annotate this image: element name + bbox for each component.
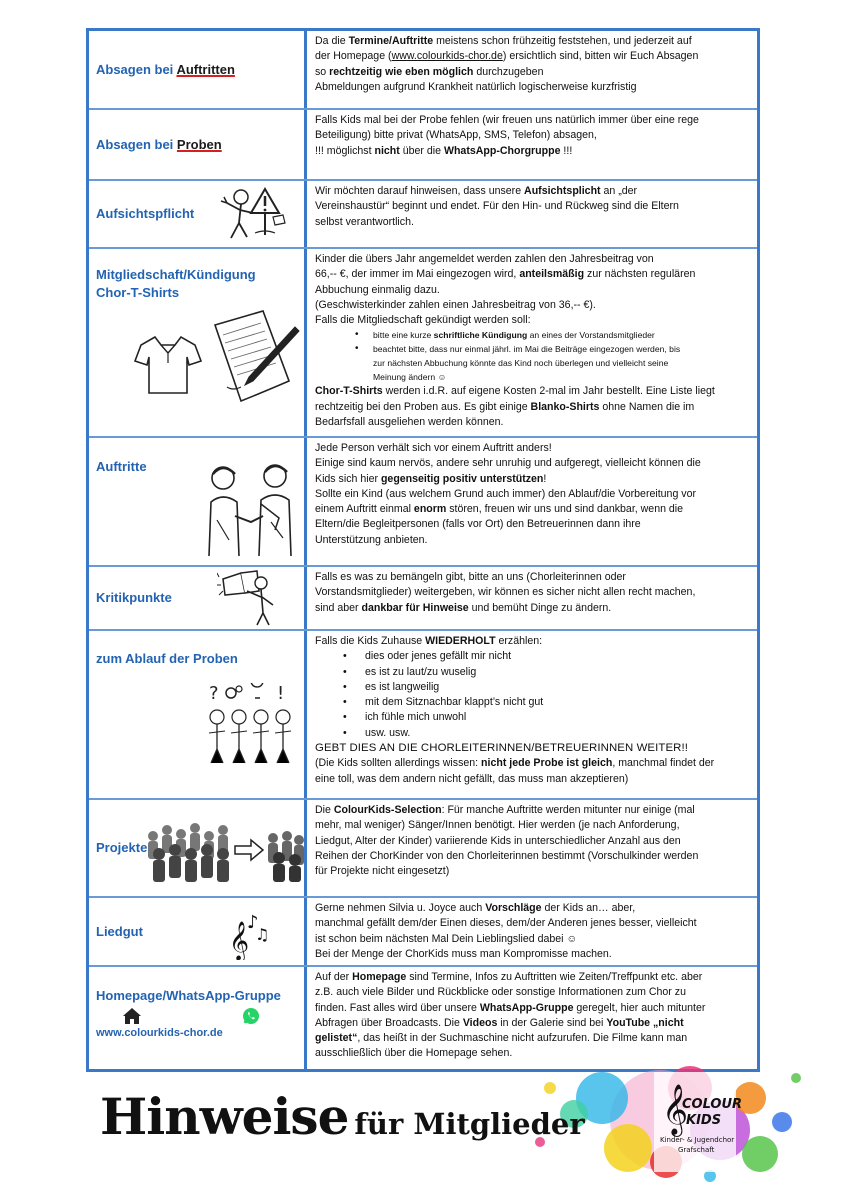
- title-sub: für Mitglieder: [354, 1107, 585, 1141]
- row-label: Kritikpunkte: [96, 590, 172, 605]
- row-label-cell: [89, 800, 307, 896]
- text-line: so rechtzeitig wie eben möglich durchzugeben: [315, 65, 544, 78]
- row-label: Absagen bei Auftritten: [96, 61, 235, 77]
- row-label-cell: [89, 898, 307, 965]
- logo-word-1: COLOUR: [682, 1097, 743, 1112]
- row-liedgut: [89, 898, 757, 967]
- text-line: Bei der Menge der ChorKids muss man Kompromisse machen.: [315, 947, 612, 960]
- text-line: der Homepage (www.colourkids-chor.de) ersichtlich sind, bitten wir Euch Absagen: [315, 50, 699, 63]
- text-line: sind aber dankbar für Hinweise und bemüht Dinge zu ändern.: [315, 601, 612, 614]
- row-absagen-proben: [89, 110, 757, 181]
- row-paragraph: [315, 384, 751, 430]
- crowd-selection-icon: [145, 814, 305, 886]
- svg-text:𝄞: 𝄞: [662, 1084, 689, 1135]
- row-label-cell: [89, 567, 307, 629]
- megaphone-person-icon: [217, 569, 277, 627]
- text-line: Jede Person verhält sich vor einem Auftritt anders!: [315, 442, 552, 454]
- homepage-link[interactable]: www.colourkids-chor.de: [96, 1027, 223, 1039]
- row-content: [307, 967, 757, 1069]
- text-line: eine toll, was dem andern nicht gefällt, das muss man akzeptieren): [315, 772, 629, 785]
- text-line: mehr, mal weniger) Sänger/Innen benötigt. Hier werden (je nach Anforderung,: [315, 819, 680, 832]
- row-label: Aufsichtspflicht: [96, 206, 195, 221]
- svg-text:𝄞: 𝄞: [229, 921, 250, 960]
- thinking-people-icon: [205, 683, 301, 765]
- text-line: Reihen der ChorKinder von den Chorleiterinnen bestimmt (Vorschulkinder werden: [315, 849, 699, 862]
- text-line: Einige sind kaum nervös, andere sehr unruhig und aufgeregt, vielleicht können die: [315, 457, 701, 470]
- row-content: [307, 181, 757, 247]
- text-line: für Projekte nicht eingesetzt): [315, 865, 450, 878]
- row-absagen-auftritten: [89, 31, 757, 110]
- text-line: selbst verantwortlich.: [315, 215, 414, 228]
- row-paragraph: [315, 756, 751, 787]
- row-content: [307, 110, 757, 179]
- music-notes-icon: [229, 902, 273, 960]
- list-item: • bitte eine kurze schriftliche Kündigung an eines der Vorstandsmitglieder: [355, 328, 751, 342]
- row-content: [307, 31, 757, 108]
- row-label: Projekte: [96, 840, 148, 855]
- row-aufsichtspflicht: [89, 181, 757, 249]
- text-line: z.B. auch viele Bilder und Rückblicke oder sonstige Informationen zum Chor zu: [315, 986, 686, 999]
- row-ablauf-proben: [89, 631, 757, 800]
- svg-text:!: !: [277, 683, 285, 704]
- row-label: Mitgliedschaft/Kündigung: [96, 267, 256, 282]
- list-item: • ich fühle mich unwohl: [343, 710, 751, 725]
- text-line: Die ColourKids-Selection: Für manche Auftritte werden mitunter nur einige (mal: [315, 804, 695, 816]
- text-line: Chor-T-Shirts werden i.d.R. auf eigene Kosten 2-mal im Jahr bestellt. Eine Liste liegt: [315, 385, 715, 398]
- whatsapp-icon[interactable]: [242, 1007, 260, 1025]
- row-label-cell: [89, 967, 307, 1069]
- page-title: [100, 1087, 585, 1146]
- text-line: rechtzeitig bei den Proben aus. Es gibt einige Blanko-Shirts ohne Namen die im: [315, 400, 695, 413]
- list-item: • mit dem Sitznachbar klappt’s nicht gut: [343, 695, 751, 710]
- row-content: [307, 631, 757, 798]
- text-line: Abfragen über Broadcasts. Die Videos in der Galerie sind bei YouTube „nicht: [315, 1016, 684, 1029]
- svg-text:?: ?: [209, 683, 219, 704]
- text-line: 66,-- €, der immer im Mai eingezogen wird, anteilsmäßig zur nächsten regulären: [315, 268, 696, 281]
- logo-word-2: KIDS: [686, 1113, 722, 1128]
- home-icon: [122, 1007, 142, 1025]
- text-line: Liedgut, Alter der Kinder) variierende Kids in unterschiedlicher Anzahl aus den: [315, 834, 681, 847]
- svg-text:♫: ♫: [255, 925, 270, 944]
- row-label: Auftritte: [96, 459, 147, 474]
- tshirt-icon: [133, 331, 203, 397]
- handshake-people-icon: [199, 460, 299, 560]
- row-homepage: [89, 967, 757, 1069]
- text-line: ist schon beim nächsten Mal Dein Lieblingslied dabei ☺: [315, 932, 578, 945]
- row-label: Liedgut: [96, 923, 143, 939]
- logo-subtitle: Kinder- & Jugendchor: [660, 1136, 735, 1144]
- row-label-secondary: Chor-T-Shirts: [96, 285, 180, 300]
- pen-paper-icon: [201, 305, 301, 405]
- row-projekte: [89, 800, 757, 898]
- text-line: Bedarfsfall ausgeliehen werden können.: [315, 416, 504, 429]
- row-content: [307, 438, 757, 565]
- text-line: finden. Fast alles wird über unsere WhatsApp-Gruppe geregelt, hier auch mitunter: [315, 1001, 706, 1014]
- text-line: Abmeldungen aufgrund Krankheit natürlich logischerweise kurzfristig: [315, 80, 637, 93]
- text-line: Sollte ein Kind (aus welchem Grund auch immer) den Ablauf/die Vorbereitung vor: [315, 487, 696, 500]
- text-line: Kids sich hier gegenseitig positiv unterstützen!: [315, 472, 547, 485]
- text-line: Abbuchung einmalig dazu.: [315, 283, 440, 296]
- row-mitgliedschaft: [89, 249, 757, 438]
- row-content: [307, 898, 757, 965]
- list-item: • beachtet bitte, dass nur einmal jährl. im Mai die Beiträge eingezogen werden, bis zur nächsten Abbuchung könnte das Kind noch überlegen und vielleicht seine Meinung ändern ☺: [355, 342, 751, 384]
- row-content: [307, 800, 757, 896]
- info-table: [86, 28, 760, 1072]
- row-paragraph: [315, 252, 751, 328]
- text-line: manchmal gefällt dem/der Einen dieses, dem/der Anderen jenes besser, vielleicht: [315, 917, 697, 930]
- row-label-cell: [89, 631, 307, 798]
- list-item: • usw. usw.: [343, 726, 751, 741]
- caps-notice: GEBT DIES AN DIE CHORLEITERINNEN/BETREUERINNEN WEITER!!: [315, 742, 689, 755]
- text-line: !!! möglichst nicht über die WhatsApp-Chorgruppe !!!: [315, 144, 573, 157]
- list-item: • es ist zu laut/zu wuselig: [343, 665, 751, 680]
- text-line: Auf der Homepage sind Termine, Infos zu Auftritten wie Zeiten/Treffpunkt etc. aber: [315, 971, 703, 983]
- row-kritikpunkte: [89, 567, 757, 631]
- row-label: Homepage/WhatsApp-Gruppe: [96, 988, 281, 1003]
- text-line: ausschließlich über die Homepage sehen.: [315, 1047, 513, 1060]
- text-line: Falls Kids mal bei der Probe fehlen (wir freuen uns natürlich immer über eine rege: [315, 114, 699, 126]
- text-line: einem Auftritt einmal enorm stören, freuen wir uns und sind dankbar, wenn die: [315, 503, 684, 516]
- kuendigung-bullets: [315, 328, 751, 384]
- row-label: zum Ablauf der Proben: [96, 651, 238, 666]
- ablauf-bullets: [315, 649, 751, 741]
- row-label: Absagen bei Proben: [96, 136, 222, 152]
- row-paragraph: Falls die Kids Zuhause WIEDERHOLT erzählen:: [315, 635, 543, 647]
- text-line: Da die Termine/Auftritte meistens schon frühzeitig feststehen, und jederzeit auf: [315, 35, 692, 47]
- text-line: Unterstützung anbieten.: [315, 533, 428, 546]
- list-item: • es ist langweilig: [343, 680, 751, 695]
- text-line: Eltern/die Begleitpersonen (falls vor Ort) den Betreuerinnen dann ihre: [315, 518, 641, 531]
- text-line: gelistet“, das heißt in der Suchmaschine nicht aufzurufen. Die Filme kann man: [315, 1032, 688, 1045]
- row-label-cell: [89, 31, 307, 108]
- row-content: [307, 249, 757, 436]
- text-line: Kinder die übers Jahr angemeldet werden zahlen den Jahresbeitrag von: [315, 253, 654, 265]
- logo-place: Grafschaft: [678, 1146, 715, 1154]
- svg-text:♪: ♪: [247, 912, 259, 933]
- row-content: [307, 567, 757, 629]
- row-label-cell: [89, 181, 307, 247]
- text-line: Gerne nehmen Silvia u. Joyce auch Vorschläge der Kids an… aber,: [315, 902, 636, 914]
- text-line: Vereinshaustür“ beginnt und endet. Für den Hin- und Rückweg sind die Eltern: [315, 200, 679, 213]
- title-main: Hinweise: [100, 1087, 349, 1146]
- text-line: (Die Kids sollten allerdings wissen: nicht jede Probe ist gleich, manchmal findet der: [315, 757, 715, 770]
- row-auftritte: [89, 438, 757, 567]
- text-line: Wir möchten darauf hinweisen, dass unsere Aufsichtsplicht an „der: [315, 185, 638, 197]
- list-item: • dies oder jenes gefällt mir nicht: [343, 649, 751, 664]
- row-label-cell: [89, 110, 307, 179]
- text-line: Falls die Mitgliedschaft gekündigt werden soll:: [315, 314, 531, 327]
- text-line: Vorstandsmitglieder) weitergeben, wir können es sicher nicht allen recht machen,: [315, 586, 696, 599]
- row-label-cell: [89, 438, 307, 565]
- row-label-cell: [89, 249, 307, 436]
- text-line: (Geschwisterkinder zahlen einen Jahresbeitrag von 36,-- €).: [315, 298, 596, 311]
- text-line: Falls es was zu bemängeln gibt, bitte an uns (Chorleiterinnen oder: [315, 571, 626, 583]
- warning-sign-icon: [217, 183, 297, 243]
- text-line: Beteiligung) bitte privat (WhatsApp, SMS, Telefon) absagen,: [315, 129, 597, 142]
